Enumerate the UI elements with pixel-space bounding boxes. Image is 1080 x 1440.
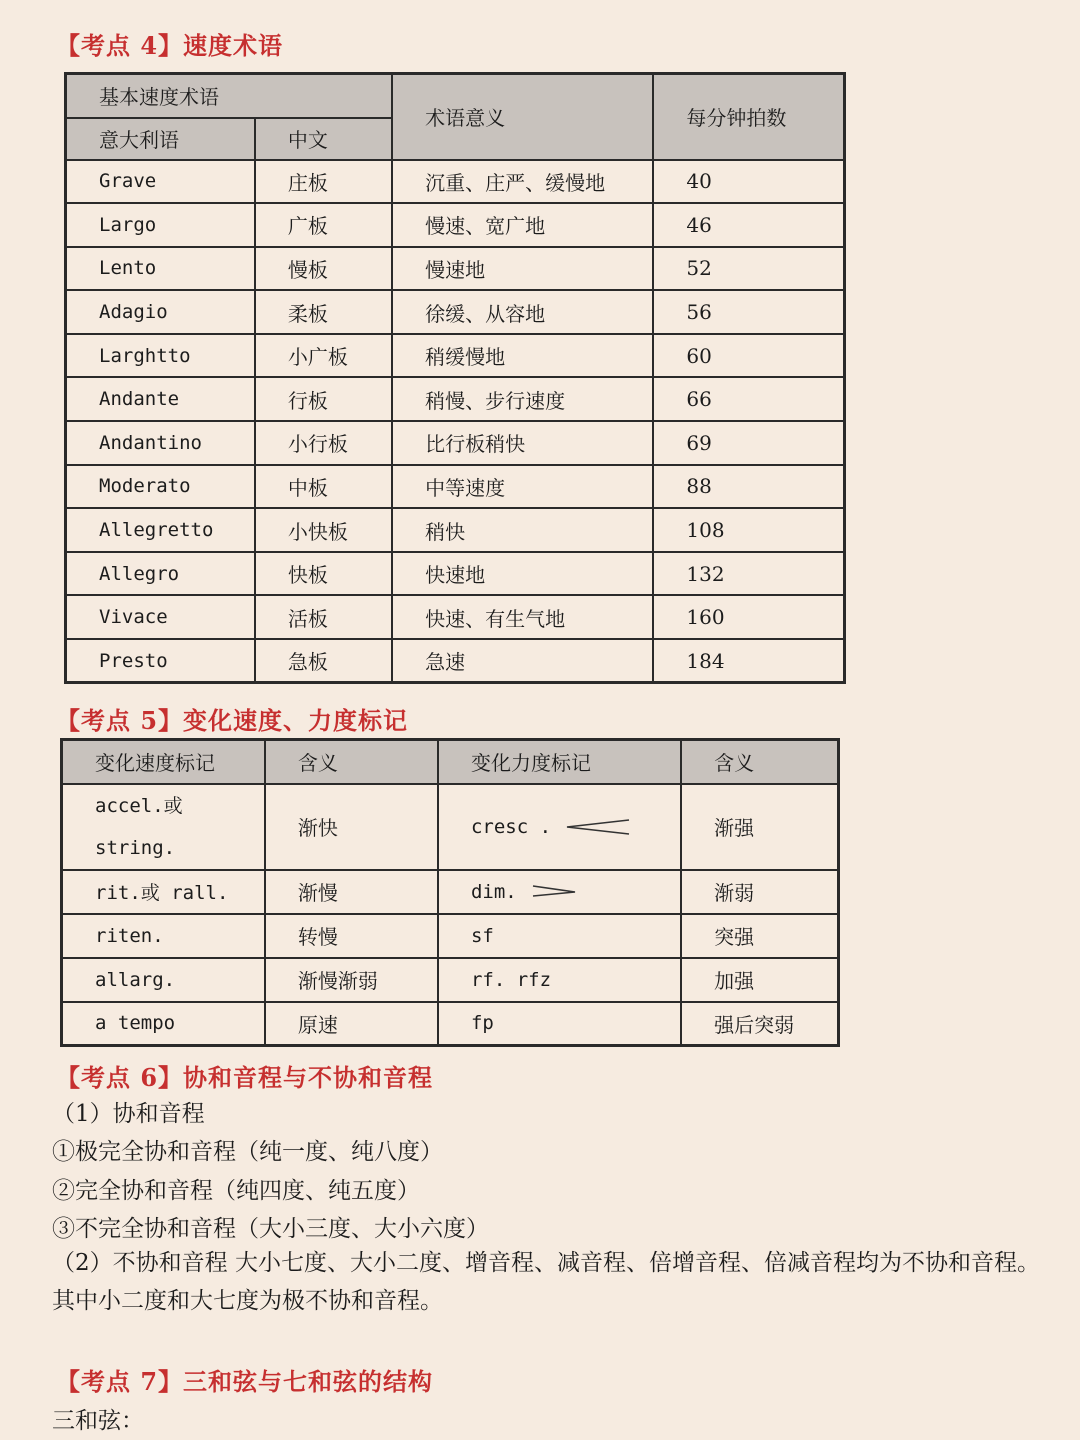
term-meaning: 稍缓慢地 [392,334,653,378]
dynamic-meaning: 突强 [681,914,838,958]
italian-term: Allegro [66,552,255,596]
consonant-interval-title: （1）协和音程 [52,1101,205,1127]
italian-term: Largo [66,203,255,247]
tempo-meaning: 渐快 [265,784,438,870]
dynamic-mark [438,784,681,870]
section6-heading: 【考点 6】协和音程与不协和音程 [56,1063,434,1092]
bpm-value: 108 [653,508,844,552]
dynamic-mark [438,870,681,914]
col-tempo-meaning-header: 含义 [265,740,438,784]
section5-heading: 【考点 5】变化速度、力度标记 [56,706,409,735]
table-row [62,784,839,870]
tempo-mark-text: a tempo [95,1012,176,1035]
italian-term: Larghtto [66,334,255,378]
bpm-value: 56 [653,290,844,334]
section4-heading: 【考点 4】速度术语 [56,31,284,60]
table-row [62,870,839,914]
term-meaning: 徐缓、从容地 [392,290,653,334]
tempo-mark-text: accel.或 [95,794,183,817]
dynamic-mark [438,914,681,958]
chinese-term: 广板 [255,203,392,247]
term-meaning: 慢速、宽广地 [392,203,653,247]
col-dyn-meaning-header: 含义 [681,740,838,784]
table-row [66,334,845,378]
italian-term: Andante [66,377,255,421]
triad-label: 三和弦： [52,1408,144,1434]
table-row [66,203,845,247]
table-row [66,595,845,639]
dissonant-interval-paragraph: （2）不协和音程 大小七度、大小二度、增音程、减音程、倍增音程、倍减音程均为不协和音程。其中小二度和大七度为极不协和音程。 [52,1250,1040,1314]
term-meaning: 比行板稍快 [392,421,653,465]
tempo-meaning: 渐慢渐弱 [265,958,438,1002]
term-meaning: 沉重、庄严、缓慢地 [392,160,653,204]
term-meaning: 慢速地 [392,247,653,291]
tempo-meaning: 转慢 [265,914,438,958]
tempo-mark [62,914,265,958]
table-row [66,639,845,683]
table-row [66,552,845,596]
term-meaning: 急速 [392,639,653,683]
term-meaning: 中等速度 [392,465,653,509]
table-row [66,160,845,204]
italian-term: Adagio [66,290,255,334]
dynamic-meaning: 加强 [681,958,838,1002]
dynamic-mark [438,1002,681,1046]
table-row [66,421,845,465]
tempo-mark [62,958,265,1002]
chinese-term: 柔板 [255,290,392,334]
tempo-mark-text: riten. [95,924,164,947]
crescendo-hairpin-icon [563,817,633,837]
bpm-value: 160 [653,595,844,639]
table-row [62,1002,839,1046]
chinese-term: 行板 [255,377,392,421]
bpm-value: 46 [653,203,844,247]
bpm-value: 184 [653,639,844,683]
dynamic-meaning: 渐弱 [681,870,838,914]
dynamic-mark-text: sf [470,924,494,947]
chinese-term: 庄板 [255,160,392,204]
bpm-value: 88 [653,465,844,509]
bpm-value: 132 [653,552,844,596]
complete-consonance-line: ②完全协和音程（纯四度、纯五度） [52,1178,420,1204]
chinese-term: 活板 [255,595,392,639]
perfect-consonance-line: ①极完全协和音程（纯一度、纯八度） [52,1139,443,1165]
col-meaning-header: 术语意义 [392,74,653,160]
term-meaning: 稍慢、步行速度 [392,377,653,421]
imperfect-consonance-line: ③不完全协和音程（大小三度、大小六度） [52,1216,489,1242]
chinese-term: 慢板 [255,247,392,291]
col-chinese-header: 中文 [255,118,392,160]
tempo-meaning: 渐慢 [265,870,438,914]
table-row [66,377,845,421]
chinese-term: 小广板 [255,334,392,378]
dynamic-mark-text: rf. rfz [470,968,552,991]
table-row [66,247,845,291]
dynamic-meaning: 强后突弱 [681,1002,838,1046]
italian-term: Presto [66,639,255,683]
term-meaning: 快速、有生气地 [392,595,653,639]
table-row [66,290,845,334]
table-row [66,465,845,509]
chinese-term: 急板 [255,639,392,683]
col-tempo-mark-header: 变化速度标记 [62,740,265,784]
section7-heading: 【考点 7】三和弦与七和弦的结构 [56,1367,434,1396]
chinese-term: 快板 [255,552,392,596]
italian-term: Lento [66,247,255,291]
table-row [66,508,845,552]
bpm-value: 52 [653,247,844,291]
italian-term: Vivace [66,595,255,639]
col-bpm-header: 每分钟拍数 [653,74,844,160]
bpm-value: 69 [653,421,844,465]
tempo-mark [62,784,265,870]
table-row [62,958,839,1002]
term-meaning: 快速地 [392,552,653,596]
dynamic-mark [438,958,681,1002]
dynamic-mark-text: dim. [470,880,517,903]
italian-term: Moderato [66,465,255,509]
bpm-value: 66 [653,377,844,421]
chinese-term: 小快板 [255,508,392,552]
diminuendo-hairpin-icon [529,882,599,902]
italian-term: Allegretto [66,508,255,552]
dynamic-mark-text: cresc . [470,815,552,838]
tempo-meaning: 原速 [265,1002,438,1046]
term-meaning: 稍快 [392,508,653,552]
col-italian-header: 意大利语 [66,118,255,160]
tempo-mark-text: rit.或 rall. [95,882,229,904]
group-header: 基本速度术语 [66,74,393,118]
tempo-mark-text-2: string. [95,836,176,859]
italian-term: Andantino [66,421,255,465]
dynamic-meaning: 渐强 [681,784,838,870]
table-row [62,914,839,958]
tempo-terms-table [64,72,846,684]
tempo-mark [62,1002,265,1046]
tempo-mark-text: allarg. [95,968,176,991]
bpm-value: 40 [653,160,844,204]
change-marks-table [60,738,840,1047]
tempo-mark [62,870,265,914]
dynamic-mark-text: fp [470,1012,494,1035]
bpm-value: 60 [653,334,844,378]
chinese-term: 中板 [255,465,392,509]
col-dyn-mark-header: 变化力度标记 [438,740,681,784]
italian-term: Grave [66,160,255,204]
chinese-term: 小行板 [255,421,392,465]
